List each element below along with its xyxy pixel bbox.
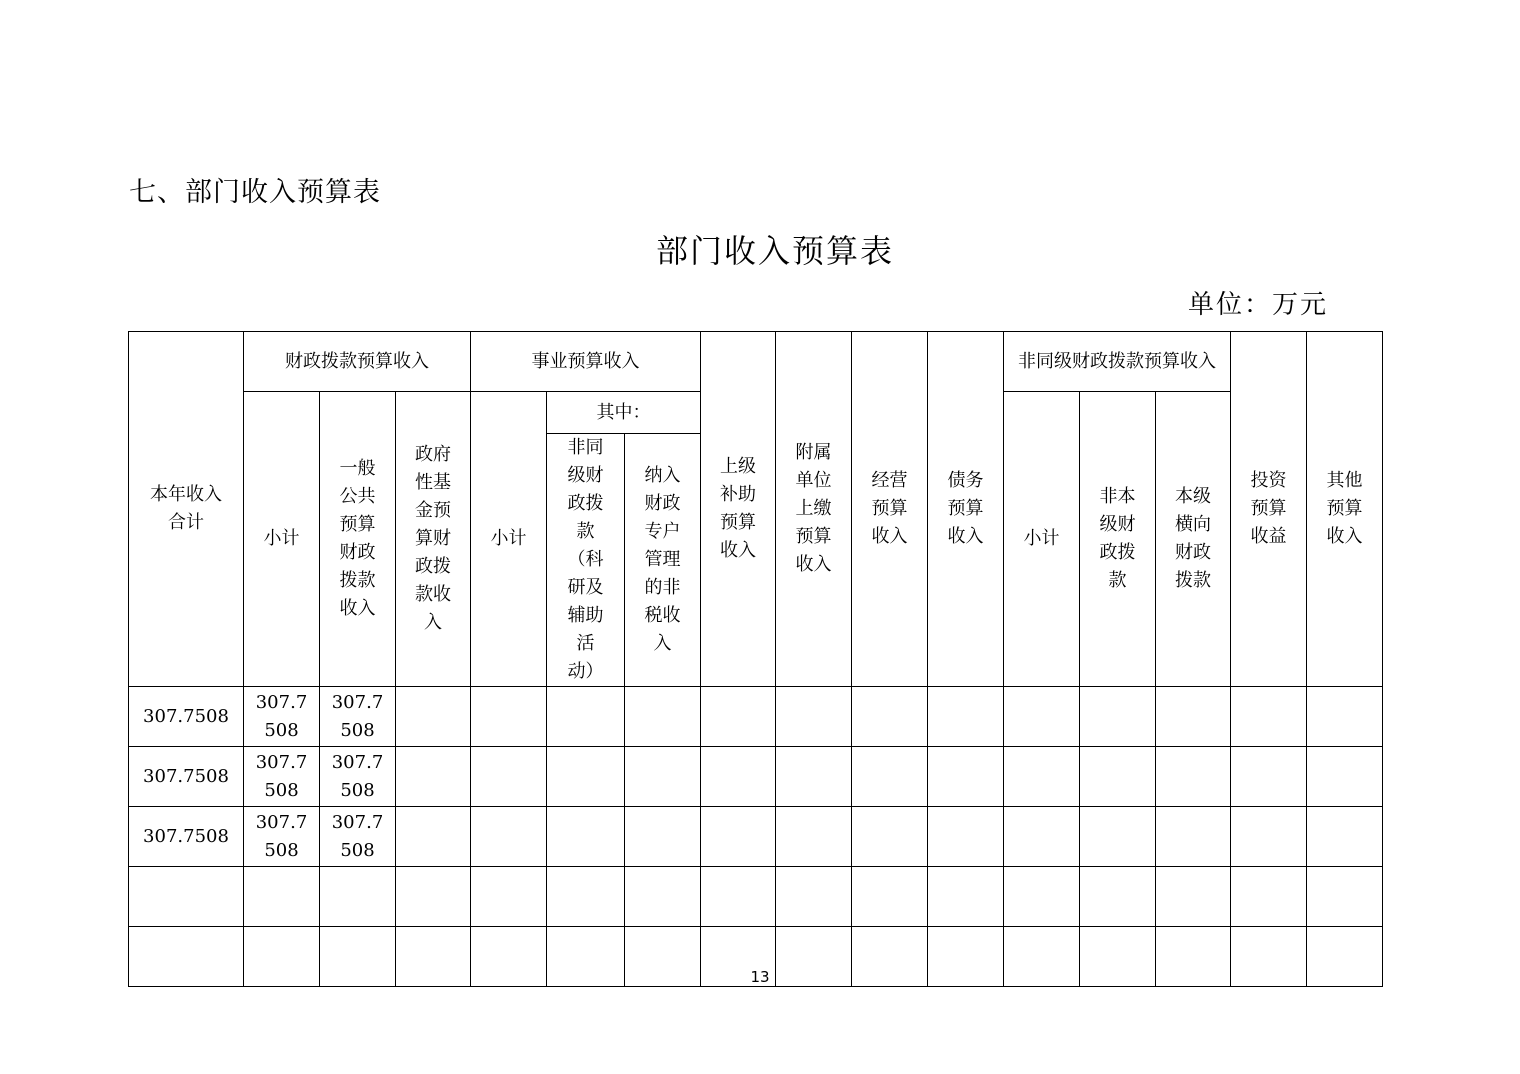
- header-nonsame-subtotal: 小计: [1004, 392, 1080, 687]
- cell-fiscal-subtotal: 307.7508: [244, 687, 320, 747]
- income-budget-table: [128, 331, 1383, 987]
- header-fiscal-group: 财政拨款预算收入: [244, 332, 471, 392]
- header-other: 其他预算收入: [1307, 332, 1383, 687]
- cell-fiscal-subtotal: [244, 867, 320, 927]
- cell-fiscal-general: 307.7508: [320, 747, 396, 807]
- header-affiliated: 附属单位上缴预算收入: [776, 332, 852, 687]
- header-fiscal-gov-fund: 政府性基金预算财政拨款收入: [396, 392, 471, 687]
- header-business-among: 其中：: [547, 392, 701, 434]
- header-superior-subsidy: 上级补助预算收入: [701, 332, 776, 687]
- header-investment: 投资预算收益: [1231, 332, 1307, 687]
- header-debt: 债务预算收入: [928, 332, 1004, 687]
- cell-fiscal-general: [320, 867, 396, 927]
- header-business-nonsame: 非同级财政拨款（科研及辅助活动）: [547, 434, 625, 687]
- header-nonsame-group: 非同级财政拨款预算收入: [1004, 332, 1231, 392]
- page-title-text: 部门收入预算表: [655, 232, 894, 270]
- cell-total: [129, 867, 244, 927]
- header-business-subtotal: 小计: [471, 392, 547, 687]
- page-title: [0, 226, 1520, 272]
- cell-fiscal-general: 307.7508: [320, 807, 396, 867]
- header-business-group: 事业预算收入: [471, 332, 701, 392]
- cell-total: 307.7508: [129, 747, 244, 807]
- header-business-nontax: 纳入财政专户管理的非税收入: [625, 434, 701, 687]
- unit-label: 单位：万元: [1187, 290, 1328, 320]
- cell-total: 307.7508: [129, 687, 244, 747]
- header-nonsame-nonlocal: 非本级财政拨款: [1080, 392, 1156, 687]
- table-row: [129, 807, 1383, 867]
- table-row: [129, 687, 1383, 747]
- header-operating: 经营预算收入: [852, 332, 928, 687]
- cell-total: 307.7508: [129, 807, 244, 867]
- page-number: 13: [750, 968, 770, 986]
- header-total: 本年收入合计: [129, 332, 244, 687]
- table-row: [129, 747, 1383, 807]
- header-nonsame-horizontal: 本级横向财政拨款: [1156, 392, 1231, 687]
- header-fiscal-subtotal: 小计: [244, 392, 320, 687]
- table-row: [129, 867, 1383, 927]
- header-fiscal-general: 一般公共预算财政拨款收入: [320, 392, 396, 687]
- section-heading: 七、部门收入预算表: [129, 177, 381, 208]
- cell-fiscal-subtotal: 307.7508: [244, 807, 320, 867]
- cell-fiscal-subtotal: 307.7508: [244, 747, 320, 807]
- cell-fiscal-general: 307.7508: [320, 687, 396, 747]
